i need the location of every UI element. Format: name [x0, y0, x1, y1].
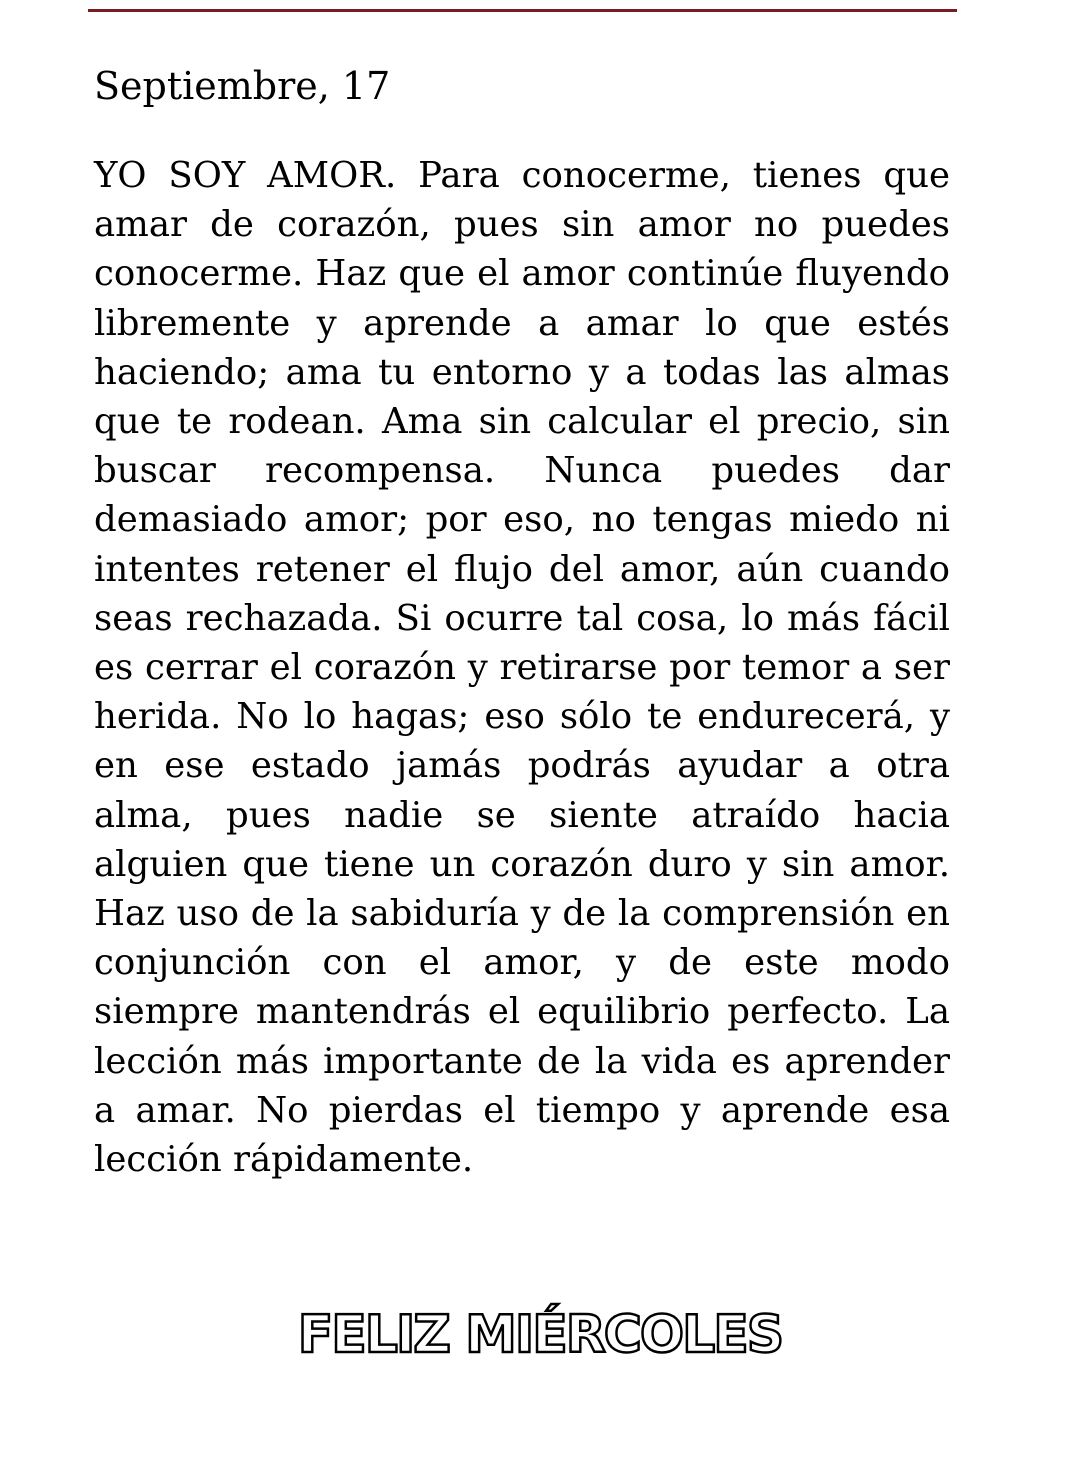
header-divider [88, 9, 957, 12]
devotional-page [94, 56, 950, 1184]
entry-body-text: YO SOY AMOR. Para conocerme, tienes que amar de corazón, pues sin amor no puedes conocerme. Haz que el amor continúe fluyendo libremente y aprende a amar lo que estés haciendo; ama tu entorno y a todas las almas que te rodean. Ama sin calcular el precio, sin buscar recompensa. Nunca puedes dar demasiado amor; por eso, no tengas miedo ni intentes retener el flujo del amor, aún cuando seas rechazada. Si ocurre tal cosa, lo más fácil es cerrar el corazón y retirarse por temor a ser herida. No lo hagas; eso sólo te endurecerá, y en ese estado jamás podrás ayudar a otra alma, pues nadie se siente atraído hacia alguien que tiene un corazón duro y sin amor. Haz uso de la sabiduría y de la comprensión en conjunción con el amor, y de este modo siempre mantendrás el equilibrio perfecto. La lección más importante de la vida es aprender a amar. No pierdas el tiempo y aprende esa lección rápidamente. [94, 155, 950, 1181]
entry-date: Septiembre, 17 [94, 64, 391, 108]
greeting-overlay-text: FELIZ MIÉRCOLES [297, 1305, 783, 1365]
